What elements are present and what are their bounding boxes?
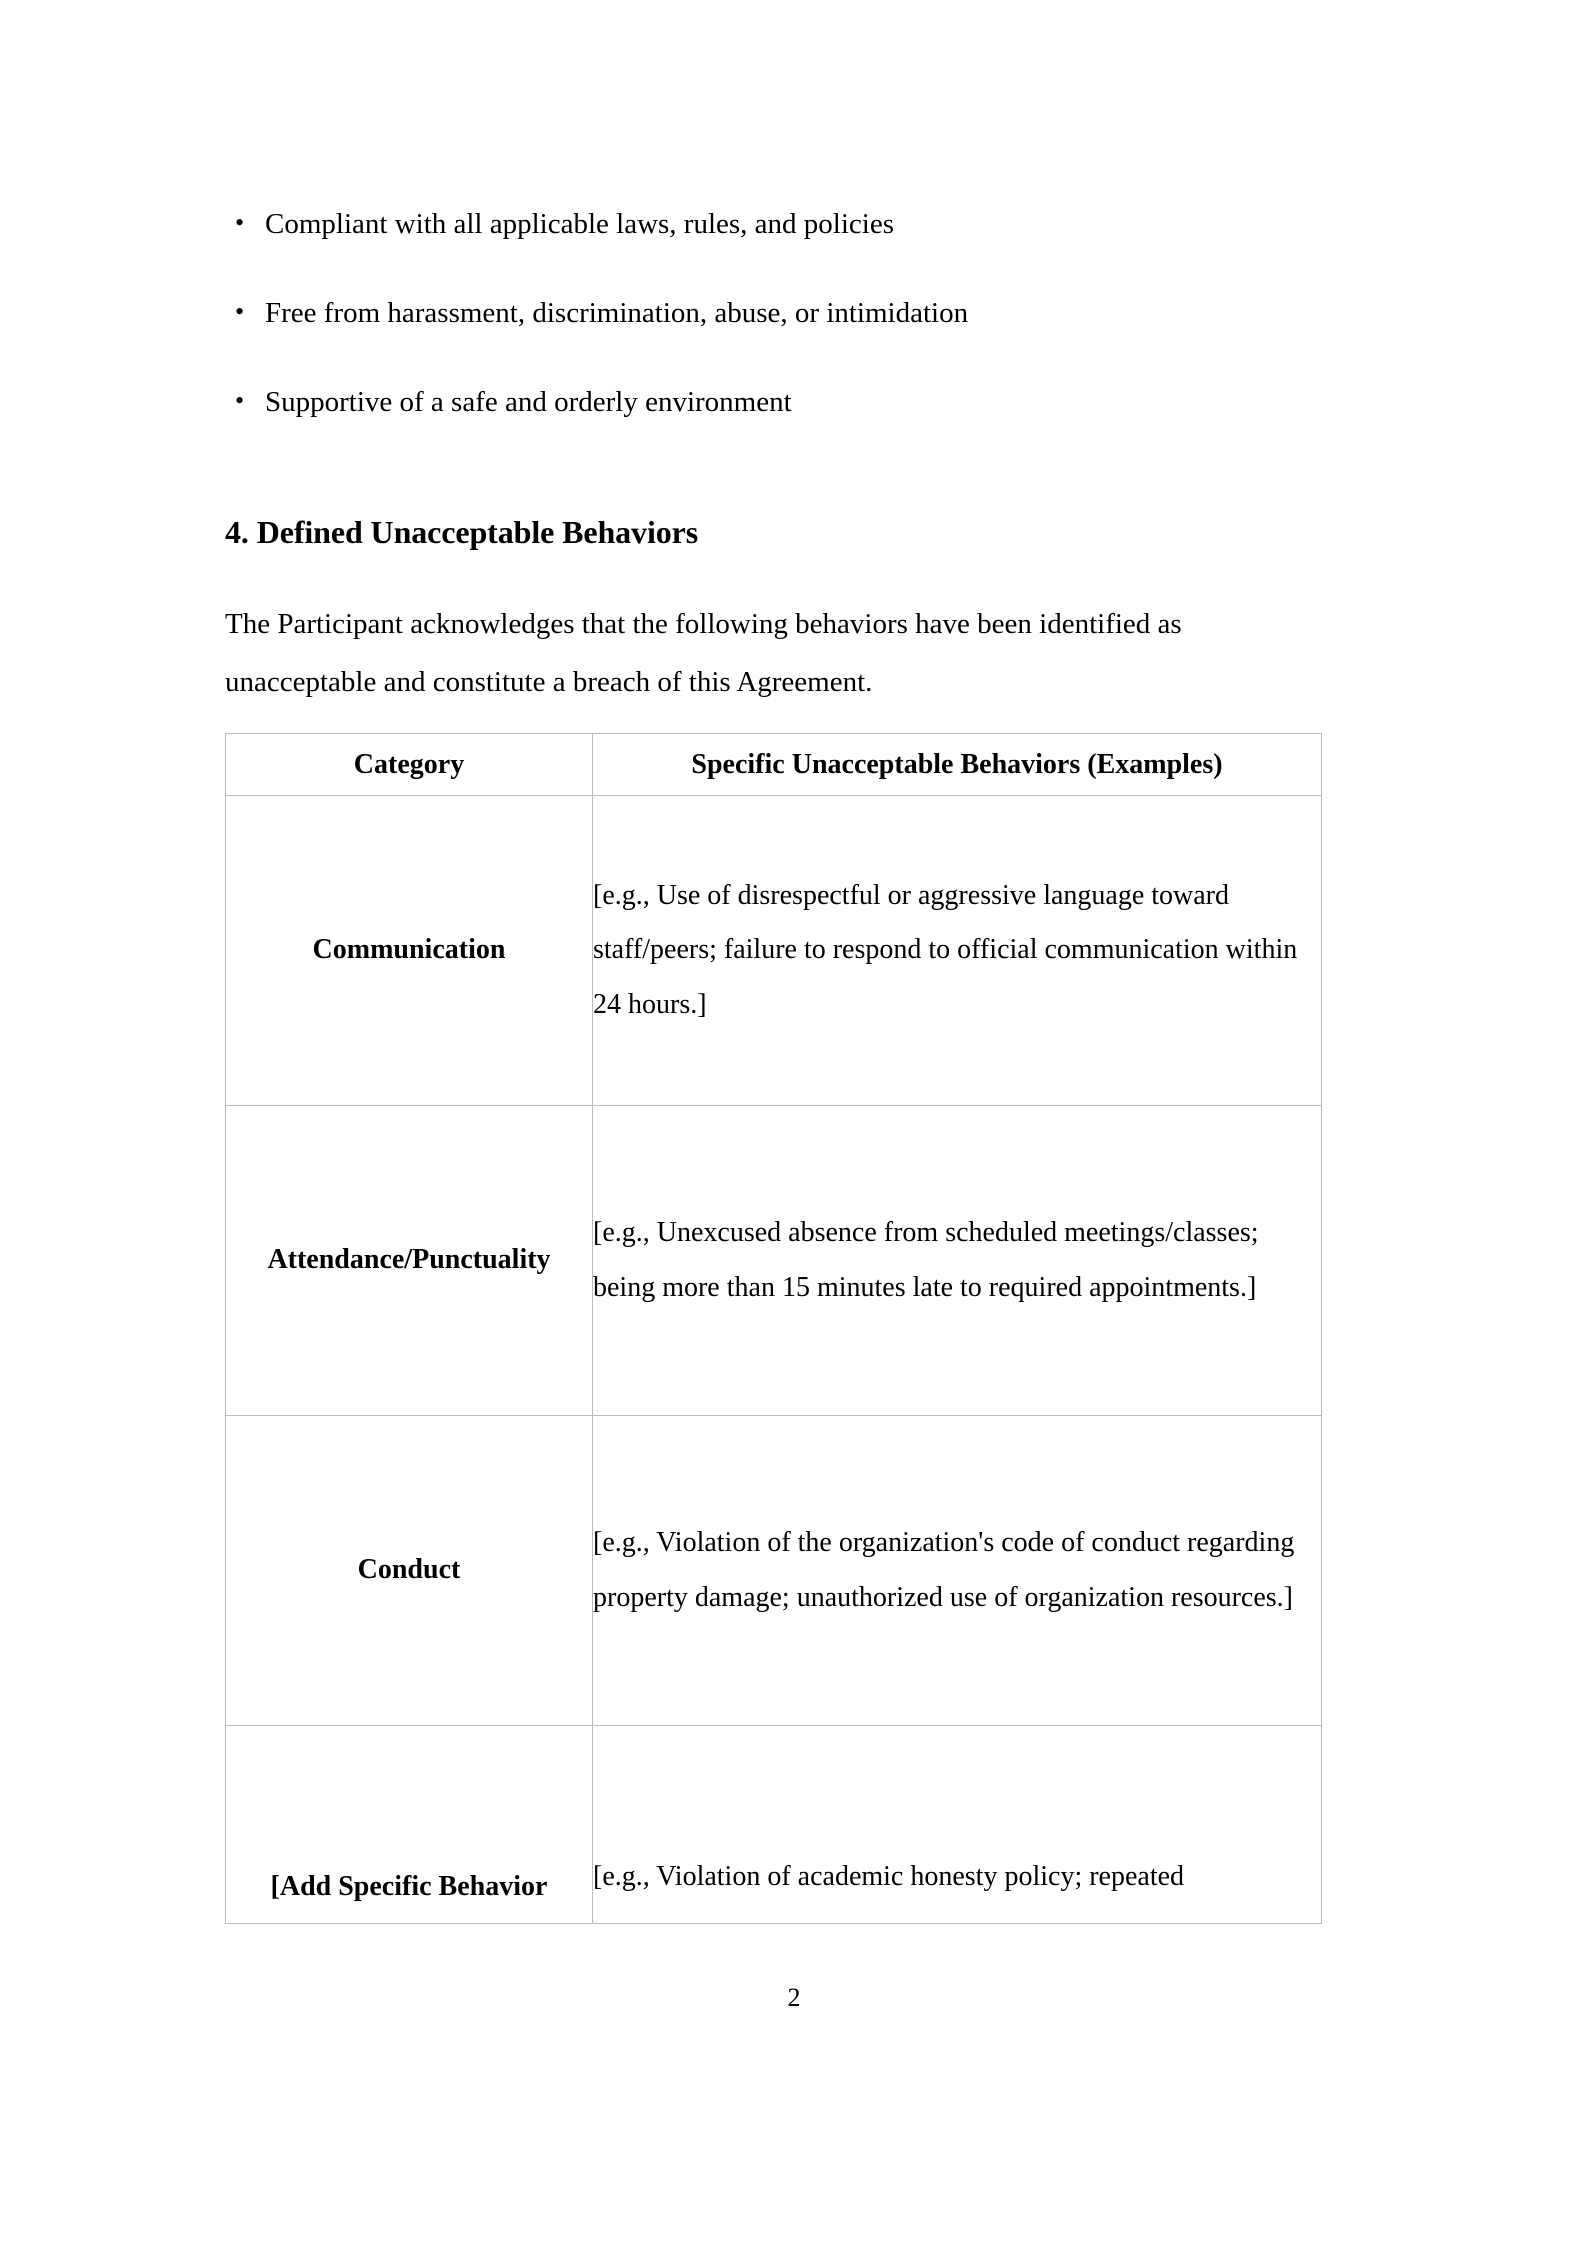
column-header-category: Category — [226, 734, 593, 796]
list-item-text: Compliant with all applicable laws, rules, and policies — [265, 208, 894, 240]
column-header-behaviors: Specific Unacceptable Behaviors (Examples) — [593, 734, 1322, 796]
bullet-marker-icon: • — [235, 297, 245, 327]
page-number: 2 — [787, 1983, 801, 2012]
cell-category: Attendance/Punctuality — [226, 1106, 593, 1416]
list-item — [225, 383, 1320, 422]
list-item-text: Supportive of a safe and orderly environment — [265, 386, 792, 419]
cell-category: [Add Specific Behavior — [226, 1726, 593, 1924]
cell-category: Communication — [226, 796, 593, 1106]
table-header — [226, 734, 1322, 796]
requirements-bullet-list — [225, 205, 1320, 472]
section-heading: 4. Defined Unacceptable Behaviors — [225, 514, 699, 550]
bullet-marker-icon: • — [235, 386, 245, 416]
unacceptable-behaviors-table — [225, 733, 1322, 1924]
table-row — [226, 1416, 1322, 1726]
cell-behaviors: [e.g., Violation of the organization's code of conduct regarding property damage; unauthorized use of organization resources.] — [593, 1416, 1322, 1726]
cell-behaviors: [e.g., Violation of academic honesty policy; repeated — [593, 1726, 1322, 1924]
bullet-marker-icon: • — [235, 208, 245, 237]
table-row — [226, 1106, 1322, 1416]
cell-behaviors: [e.g., Unexcused absence from scheduled meetings/classes; being more than 15 minutes late to required appointments.] — [593, 1106, 1322, 1416]
table-row — [226, 1726, 1322, 1924]
intro-paragraph: The Participant acknowledges that the following behaviors have been identified as unacceptable and constitute a breach of this Agreement. — [225, 608, 1182, 698]
cell-category: Conduct — [226, 1416, 593, 1726]
list-item — [225, 205, 1320, 244]
table-body — [226, 796, 1322, 1924]
list-item-text: Free from harassment, discrimination, abuse, or intimidation — [265, 297, 969, 330]
list-item — [225, 294, 1320, 333]
table-header-row — [226, 734, 1322, 796]
table-row — [226, 796, 1322, 1106]
cell-behaviors: [e.g., Use of disrespectful or aggressive language toward staff/peers; failure to respond to official communication within 24 hours.] — [593, 796, 1322, 1106]
